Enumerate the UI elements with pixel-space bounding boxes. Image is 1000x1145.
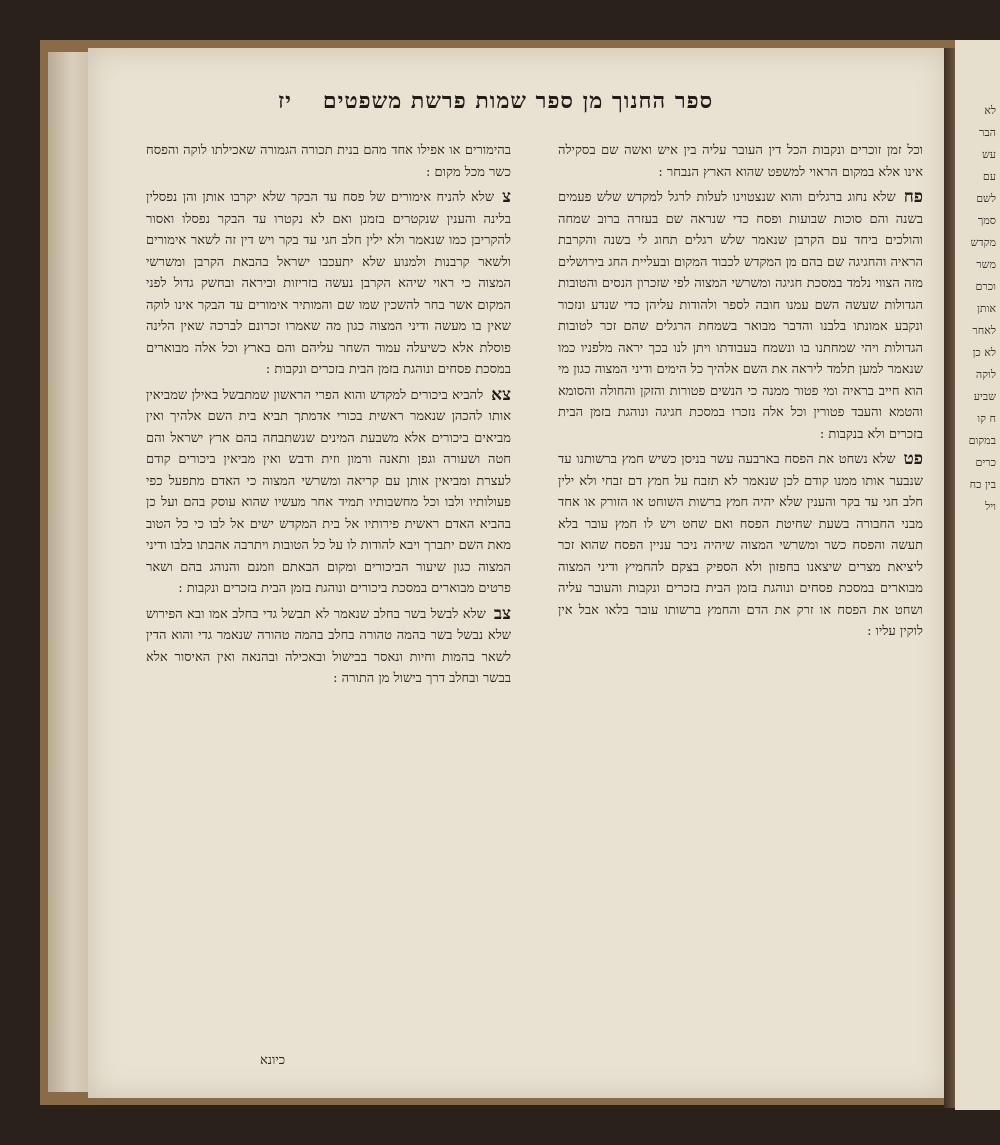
folio-number: יז [278, 88, 292, 114]
catchword: כיונא [260, 1053, 286, 1068]
right-column-intro: וכל זמן זוכרים ונקבות הכל דין העובר עליה בין איש ואשה שם בסקילה אינו אלא במקום הראוי למשפט שהוא הארץ הנבחר : [558, 143, 923, 180]
next-page-line: ויל [985, 500, 996, 513]
next-page-line: סמך [977, 214, 996, 227]
entry-number: צב [493, 603, 511, 624]
next-page-edge [955, 40, 1000, 1110]
entry-text: שלא להניח אימורים של פסח עד הבקר שלא יקרבו אותן והן נפסלין בלינה והענין שנקטרים בזמנן ואם לא נקטרו עד הבקר נפסלו ואסור להקריבן כמו שנאמר ולא ילין חלב חגי עד בקר ויש דין זה לשאר אימורים ולשאר קרבנות ולמנוע שלא יתעכבו ישראל בהבאת הקרבן ומשרשי המצוה כי ראוי שיהא הקרבן נעשה בזריזות וביראה ובחשק גדול לפני המקום אשר בחר להשכין שמו שם והמותיר אימורים עד הבקר אינו לוקה שאין בו מעשה ודיני המצוה כגון מה שאמרו זכרונם לברכה שאין הלינה פוסלת אלא כשיעלה עמוד השחר עליהם והם בארץ וכל אלה מבוארים במסכת פסחים ונוהגת בזמן הבית בזכרים ונקבות : [146, 190, 511, 377]
entry-text: להביא ביכורים למקדש והוא הפרי הראשון שמתבשל באילן שמביאין אותו להכהן שנאמר ראשית בכורי אדמתך תביא בית השם אלהיך ואין מביאים ביכורים אלא משבעת המינים שנשתבחה בהם ארץ ישראל והם חטה ושעורה וגפן ותאנה ורמון וזית ודבש ואין מביאין ביכורים קודם לעצרת ומביאין אותן עם קריאה ומשרשי המצוה כי האדם מתפעל כפי פעולותיו ולבו וכל מחשבותיו תמיד אחר מעשיו שהוא עוסק בהם ועל כן בהביא האדם ראשית פירותיו אל בית המקדש ישים אל לבו כי כל הטוב מאת השם יתברך ויבא להודות לו על כל הטובות ויתרבה אהבתו בלבו ודיני המצוה כגון שיעור הביכורים ומקום הבאתם וזמנם והנוהג בהם ושאר פרטים מבוארים במסכת ביכורים ונוהגת בזמן הבית בזכרים ונקבות : [146, 387, 511, 596]
next-page-line: שביע [973, 390, 996, 403]
entry-number: צ [502, 187, 511, 207]
entry-number: פח [903, 187, 923, 207]
next-page-line: אותן [977, 302, 996, 315]
entry-90 [146, 187, 511, 381]
entry-88 [558, 187, 923, 445]
next-page-line: לא כן [972, 346, 996, 359]
entry-text: שלא לבשל בשר בחלב שנאמר לא תבשל גדי בחלב אמו ובא הפירוש שלא נבשל בשר בהמה טהורה בחלב בהמה טהורה שנאמר גדי והוא הדין לשאר בהמות וחיות ונאסר בבישול ובאכילה ובהנאה ואין האיסור אלא בבשר ובחלב דרך בישול מן התורה : [146, 606, 511, 686]
left-column [146, 140, 511, 1060]
next-page-line: כרים [975, 456, 996, 469]
entry-number: פט [903, 449, 923, 469]
next-page-line: ח קו [977, 412, 996, 425]
next-page-line: משר [976, 258, 996, 271]
next-page-line: בין כח [969, 478, 996, 491]
right-column [558, 140, 923, 1060]
next-page-line: לאחר [972, 324, 996, 337]
next-page-line: הבר [978, 126, 996, 139]
page-gutter [48, 52, 88, 1092]
entry-number: צא [491, 384, 511, 405]
next-page-line: עם [982, 170, 996, 183]
next-page-line: מקדש [970, 236, 996, 249]
next-page-text [955, 40, 1000, 518]
header-title: ספר החנוך מן ספר שמות פרשת משפטים [322, 88, 714, 114]
next-page-line: וכרם [975, 280, 996, 293]
next-page-line: במקום [968, 434, 996, 447]
next-page-line: עש [981, 148, 996, 161]
left-column-intro: בהימורים או אפילו אחד מהם בנית תכורה הגמורה שאכילתו לוקה והפסח כשר מכל מקום : [146, 143, 511, 180]
entry-89 [558, 449, 923, 643]
entry-text: שלא נשחט את הפסח בארבעה עשר בניסן כשיש חמץ ברשותנו עד שנבער אותו ממנו קודם לכן שנאמר לא תזבח על חמץ דם זבחי ולא ילין חלב חגי עד בקר והענין שלא יהיה חמץ ברשות השוחט או הזורק או אחד מבני החבורה בשעת שחיטת הפסח ואם שחט ויש לו חמץ עובר בלא תעשה והפסח כשר ומשרשי המצוה שיהיה ניכר עניין הפסח שהוא זכר ליציאת מצרים שיצאנו בחפזון ולא הספיק בצקם להחמיץ ודיני המצוה מבוארים במסכת פסחים ונוהגת בזמן הבית בזכרים ונקבות והעובר עליה ושחט את הפסח או זרק את הדם והחמץ ברשותו עובר בלאו אבל אין לוקין עליו : [558, 452, 923, 639]
next-page-line: לשם [976, 192, 996, 205]
next-page-line: לא [984, 104, 996, 117]
running-header [88, 88, 948, 128]
entry-text: שלא נחוג ברגלים והוא שנצטוינו לעלות לרגל למקדש שלש פעמים בשנה והם סוכות שבועות ופסח כדי שנראה שם בעזרה ברוב שמחה והולכים ביחד עם הקרבן שנאמר שלש רגלים תחוג לי בשנה והקרבת הראיה והחגיגה שם בהם מן המקדש לכבוד המקום ובעליית החג בירושלים מזה הצווי נלמד במסכת חגיגה ומשרשי המצוה לפי שזכרון הנסים והטובות הגדולות שעשה השם עמנו חובה לספר ולהודות עליהן כדי שנדע ונזכור ונקבע אמונתו בלבנו והדבר מבואר בשמחת הרגלים שהם זכר לטובות הגדולות ויהי שמחתנו בו ונשמח בעבודתו ויתן לנו בכך יראה מלפניו כמו שנאמר למען תלמד ליראה את השם אלהיך כל הימים ודיני המצוה כגון מי הוא חייב בראיה ומי פטור ממנה כי הנשים פטורות והזקן והחולה והסומא והטמא והעבד פטורין וכל אלה נזכרו במסכת חגיגה ונוהגת בזמן הבית בזכרים ולא בנקבות : [558, 190, 923, 442]
entry-92 [146, 604, 511, 690]
entry-91 [146, 385, 511, 600]
next-page-line: לוקה [975, 368, 996, 381]
book-page [88, 48, 948, 1098]
